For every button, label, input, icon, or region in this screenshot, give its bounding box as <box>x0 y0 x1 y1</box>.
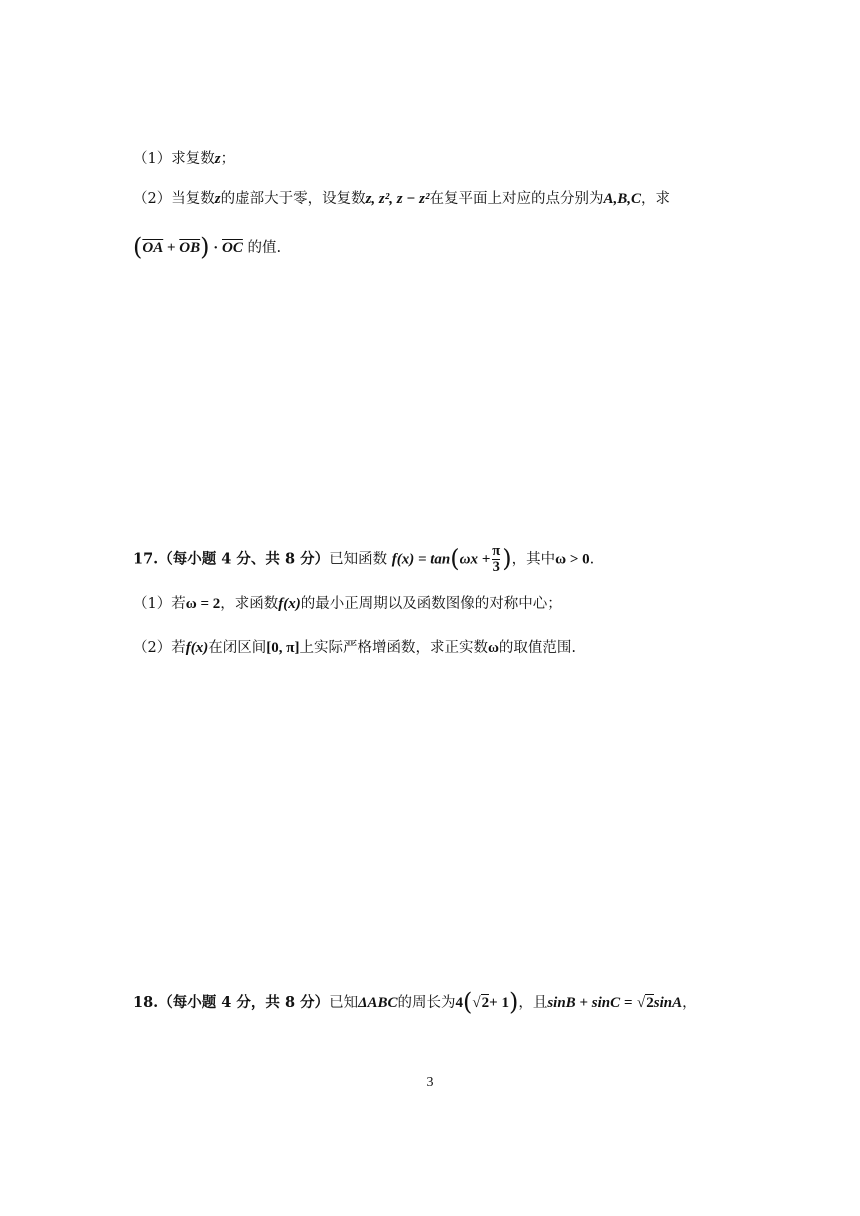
q16-part2 <box>133 192 670 207</box>
q16-part2-mid: 的虚部大于零，设复数 <box>220 191 366 207</box>
q17-part2-var: ω <box>487 640 499 656</box>
q17-header: 17.（每小题 4 分、共 8 分）已知函数 f(x) = tan(ωx + $\frac{\pi}{3}$ )，其中ω > 0. <box>133 543 595 576</box>
q18-perimeter-coef: 4 <box>455 995 464 1011</box>
q16-part2-mid2: 在复平面上对应的点分别为 <box>429 191 604 207</box>
q18-number: 18. <box>133 994 159 1011</box>
q17-frac-num: π <box>492 543 501 559</box>
q17-part2-func: f(x) <box>185 640 209 656</box>
q18-header: 18.（每小题 4 分，共 8 分）已知ΔABC的周长为4(√2+ 1)，且sinB + sinC = √2sinA， <box>133 988 697 1016</box>
q17-part1 <box>133 597 562 612</box>
q16-part3: $(\overline{OA} + \overline{OB}) \cdot \overline{OC}$ 的值. <box>133 233 282 261</box>
q17-func-inner: ωx + <box>459 551 491 568</box>
q17-part1-mid: ，求函数 <box>220 596 279 612</box>
q16-part3-suffix: 的值. <box>247 240 282 256</box>
q16-part1-var: z <box>214 151 221 167</box>
q17-part2 <box>133 641 576 656</box>
q17-frac-den: 3 <box>492 559 500 576</box>
q18-perimeter-sqrt: 2 <box>481 995 490 1011</box>
q17-part2-end: 的取值范围. <box>498 640 577 656</box>
q16-part1 <box>133 152 235 167</box>
q18-mid: 的周长为 <box>397 995 456 1011</box>
q16-vec-oa: $\overline{OA}$ <box>142 240 164 256</box>
q17-number: 17. <box>133 550 159 568</box>
q18-end: ， <box>682 995 697 1011</box>
q17-part1-func: f(x) <box>278 596 301 612</box>
q16-vec-ob: $\overline{OB}$ <box>179 240 201 256</box>
q17-cond: ω > 0 <box>555 551 590 568</box>
q16-part2-suffix: ，求 <box>641 191 671 207</box>
q17-points: （每小题 4 分、共 8 分） <box>158 550 330 568</box>
q17-func-lhs: f(x) = tan <box>391 551 451 568</box>
q18-perimeter-plus: + 1 <box>489 995 509 1011</box>
q17-part1-prefix: （1）若 <box>133 596 186 612</box>
q16-part2-points: A,B,C <box>603 191 642 207</box>
q18-points: （每小题 4 分，共 8 分） <box>158 994 330 1011</box>
q16-part2-expr: z, z², z − z² <box>365 191 430 207</box>
q18-eq-rhs-sqrt: 2 <box>646 995 654 1011</box>
q16-part2-prefix: （2）当复数 <box>133 191 215 207</box>
q17-part2-prefix: （2）若 <box>133 640 186 656</box>
q17-part1-suffix: 的最小正周期以及函数图像的对称中心； <box>300 596 562 612</box>
q18-header-text: 已知 <box>329 995 359 1011</box>
q18-eq-rhs: sinA <box>653 995 683 1011</box>
q17-part2-mid: 在闭区间 <box>208 640 267 656</box>
q16-vec-oc: $\overline{OC}$ <box>222 240 243 256</box>
q17-header-mid: ，其中 <box>511 551 556 568</box>
q17-fraction <box>492 544 500 575</box>
q17-header-end: . <box>589 551 595 568</box>
q17-part1-cond: ω = 2 <box>185 596 221 612</box>
q18-mid2: ，且 <box>518 995 548 1011</box>
q16-part2-var: z <box>214 191 221 207</box>
q16-part1-prefix: （1）求复数 <box>133 151 215 167</box>
q16-part1-suffix: ； <box>220 151 236 167</box>
q18-eq-lhs: sinB + sinC = <box>547 995 633 1011</box>
q17-part2-interval: [0, π] <box>266 640 300 656</box>
q18-triangle: ΔABC <box>358 995 398 1011</box>
q17-header-text: 已知函数 <box>329 551 388 568</box>
page-number: 3 <box>426 1075 434 1090</box>
q17-part2-suffix: 上实际严格增函数，求正实数 <box>299 640 488 656</box>
